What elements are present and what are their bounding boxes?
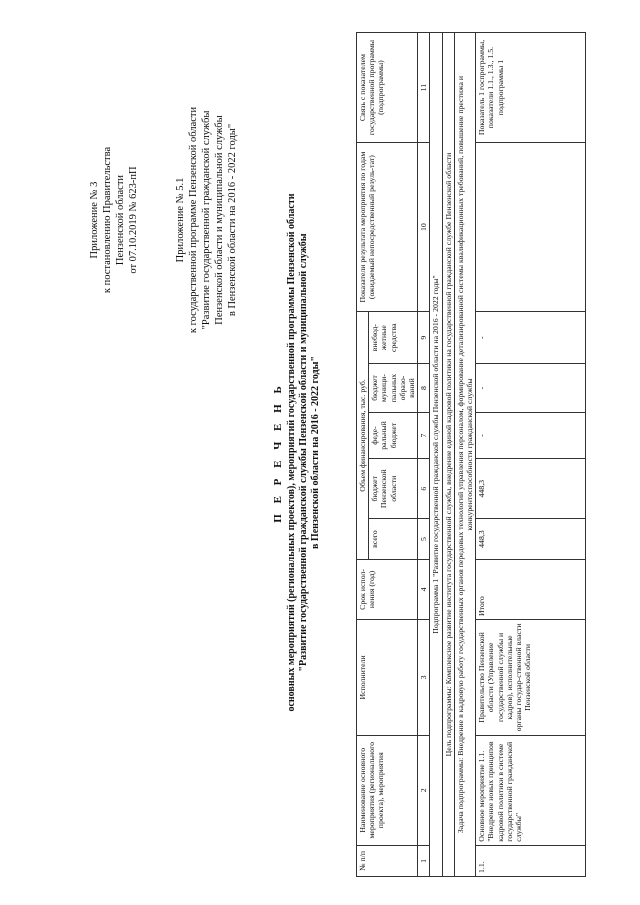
appendix-5-1-line-2: к государственной программе Пензенской области — [188, 106, 199, 334]
row-link: Показатель 1 госпрограммы, показатели 1.1., 1.3., 1.5. подпрограммы 1 — [476, 33, 586, 143]
row-regional-budget: 448,3 — [476, 459, 586, 519]
column-number: 8 — [418, 364, 430, 413]
row-deadline: Итого — [476, 559, 586, 619]
document-title: П Е Р Е Ч Е Н Ь — [272, 382, 284, 523]
header-num: № п/п — [357, 845, 418, 876]
task-row — [454, 33, 475, 877]
row-executors: Правительство Пензенской области (Управление государственной службы и кадров), исполнительные органы государ-ственной власти Пензенской области — [476, 620, 586, 736]
header-result-indicators: Показатели результата мероприятия по годам (ожидаемый непосредственный резуль-тат) — [357, 143, 418, 312]
header-deadline: Срок испол-нения (год) — [357, 559, 418, 619]
heading-line-1: основных мероприятий (региональных проектов), мероприятий государственной программы Пензенской области — [286, 193, 297, 712]
appendix-3-line-2: к постановлению Правительства — [102, 146, 113, 294]
heading-line-2: "Развитие государственной гражданской службы Пензенской области и муниципальной службы — [298, 233, 309, 672]
column-number: 10 — [418, 143, 430, 312]
header-financing: Объем финансирования, тыс. руб. — [357, 312, 369, 560]
measures-table — [356, 32, 586, 877]
header-name: Наименование основного мероприятия (регионального проекта), мероприятия — [357, 735, 418, 845]
row-measure-name: Основное мероприятие 1.1. "Внедрение новых принципов кадровой политики в системе государственной гражданской службы" — [476, 735, 586, 845]
header-regional-budget: бюджет Пензенской области — [369, 459, 418, 519]
row-federal-budget: - — [476, 412, 586, 458]
column-number: 3 — [418, 620, 430, 736]
row-num: 1.1. — [476, 845, 586, 876]
appendix-5-1-line-5: в Пензенской области на 2016 - 2022 годы" — [227, 123, 238, 317]
header-executors: Исполнители — [357, 620, 418, 736]
column-number: 5 — [418, 519, 430, 560]
subprogram-task: Задача подпрограммы: Внедрение в кадровую работу государственных органов передовых технологий управления персоналом, формирование детализированной системы квалификационных требований, повышение престижа и конкурентоспособности гражданской службы — [454, 33, 475, 877]
header-federal-budget: феде-ральный бюджет — [369, 412, 418, 458]
appendix-5-1-line-1: Приложение № 5.1 — [175, 177, 186, 263]
heading-line-3: в Пензенской области на 2016 - 2022 годы" — [310, 356, 321, 549]
header-offbudget: внебюд-жетные средства — [369, 312, 418, 364]
appendix-5-1-line-4: Пензенской области и муниципальной службы — [214, 115, 225, 325]
appendix-3-line-4: от 07.10.2019 № 623-пП — [128, 166, 139, 274]
column-number: 7 — [418, 412, 430, 458]
table-header-row — [357, 33, 369, 877]
subprogram-row — [430, 33, 442, 877]
row-municipal-budget: - — [476, 364, 586, 413]
row-offbudget: - — [476, 312, 586, 364]
appendix-3-line-1: Приложение № 3 — [89, 181, 100, 259]
row-result-indicators — [476, 143, 586, 312]
header-municipal-budget: бюджет муници-пальных образо-ваний — [369, 364, 418, 413]
column-number: 9 — [418, 312, 430, 364]
subprogram-title: Подпрограмма 1 "Развитие государственной гражданской службы Пензенской области на 2016 - 2022 годы" — [430, 33, 442, 877]
column-numbers-row — [418, 33, 430, 877]
appendix-3-block — [88, 55, 140, 385]
table-row — [476, 33, 586, 877]
goal-row — [442, 33, 454, 877]
appendix-5-1-block — [174, 55, 239, 385]
column-number: 1 — [418, 845, 430, 876]
document-heading — [272, 40, 322, 865]
row-total: 448,3 — [476, 519, 586, 560]
subprogram-goal: Цель подпрограммы: Комплексное развитие института государственной службы, внедрение единой кадровой политики на государственной гражданской службе Пензенской области — [442, 33, 454, 877]
appendix-3-line-3: Пензенской области — [115, 174, 126, 266]
column-number: 11 — [418, 33, 430, 143]
column-number: 6 — [418, 459, 430, 519]
column-number: 2 — [418, 735, 430, 845]
header-total: всего — [369, 519, 418, 560]
header-link: Связь с показателем государственной программы (подпрограммы) — [357, 33, 418, 143]
column-number: 4 — [418, 559, 430, 619]
appendix-5-1-line-3: "Развитие государственной гражданской службы — [201, 110, 212, 330]
